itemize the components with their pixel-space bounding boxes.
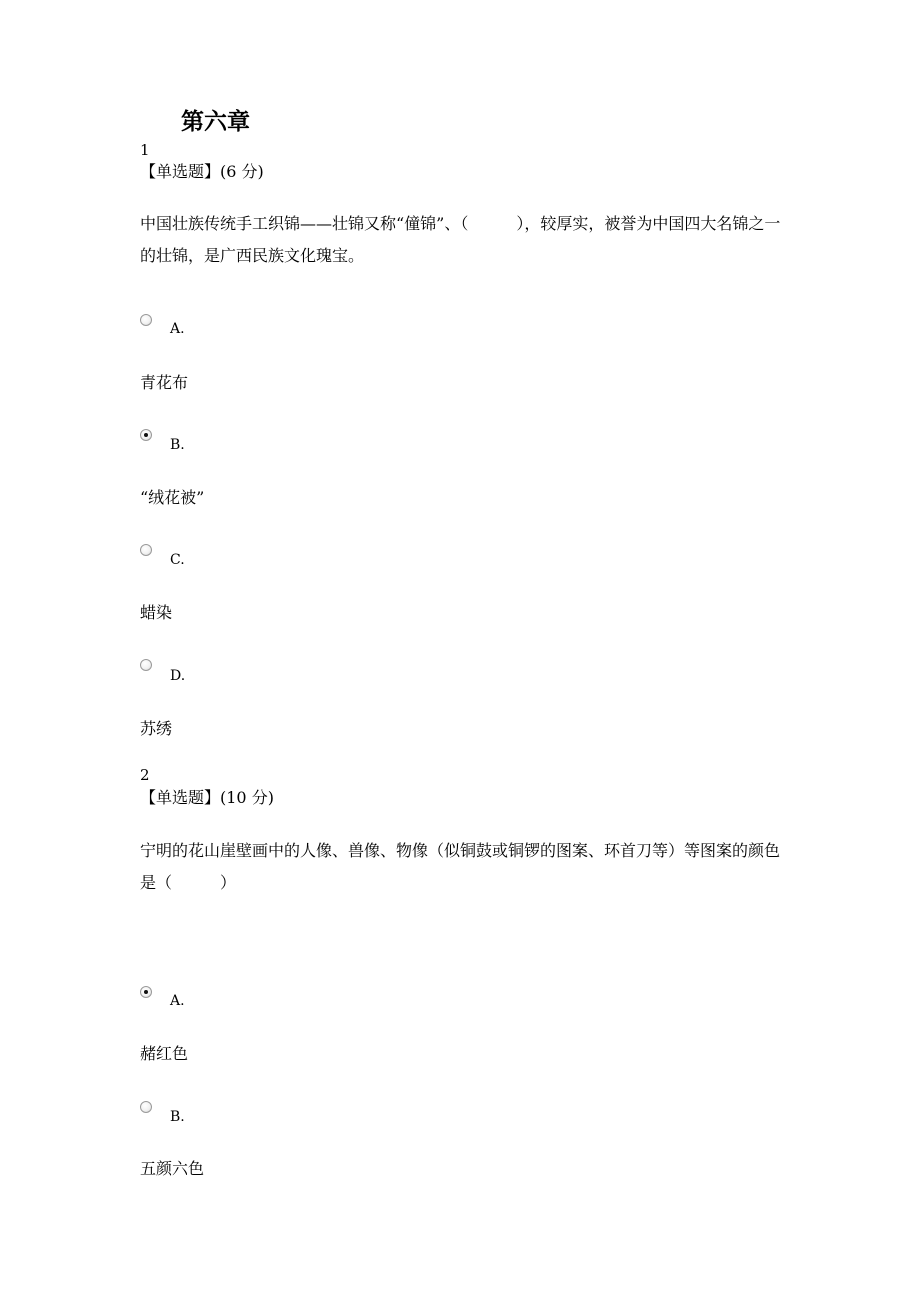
option-letter-b: B. <box>170 437 185 453</box>
option-text-c: 蜡染 <box>140 603 173 622</box>
question-stem: 中国壮族传统手工织锦——壮锦又称“僮锦”、（ ），较厚实，被誉为中国四大名锦之一的壮锦，是广西民族文化瑰宝。 <box>140 214 781 265</box>
option-letter-a: A. <box>170 321 185 337</box>
option-letter-a: A. <box>170 993 185 1009</box>
chapter-title: 第六章 <box>181 109 250 135</box>
option-letter-c: C. <box>170 552 185 568</box>
question-stem: 宁明的花山崖壁画中的人像、兽像、物像（似铜鼓或铜锣的图案、环首刀等）等图案的颜色是（ ） <box>140 841 781 892</box>
question-number: 1 <box>140 141 150 159</box>
option-radio-a[interactable] <box>140 986 152 998</box>
option-text-a: 青花布 <box>140 373 189 392</box>
option-radio-a[interactable] <box>140 314 152 326</box>
question-type-label: 【单选题】(6 分) <box>140 162 264 181</box>
option-radio-c[interactable] <box>140 544 152 556</box>
option-letter-d: D. <box>170 668 186 684</box>
option-radio-d[interactable] <box>140 659 152 671</box>
option-text-b: 五颜六色 <box>140 1159 205 1178</box>
option-radio-b[interactable] <box>140 429 152 441</box>
option-text-d: 苏绣 <box>140 719 173 738</box>
option-letter-b: B. <box>170 1109 185 1125</box>
question-number: 2 <box>140 766 150 784</box>
option-radio-b[interactable] <box>140 1101 152 1113</box>
option-text-a: 赭红色 <box>140 1044 189 1063</box>
question-type-label: 【单选题】(10 分) <box>140 788 274 807</box>
option-text-b: “绒花被” <box>140 488 205 507</box>
